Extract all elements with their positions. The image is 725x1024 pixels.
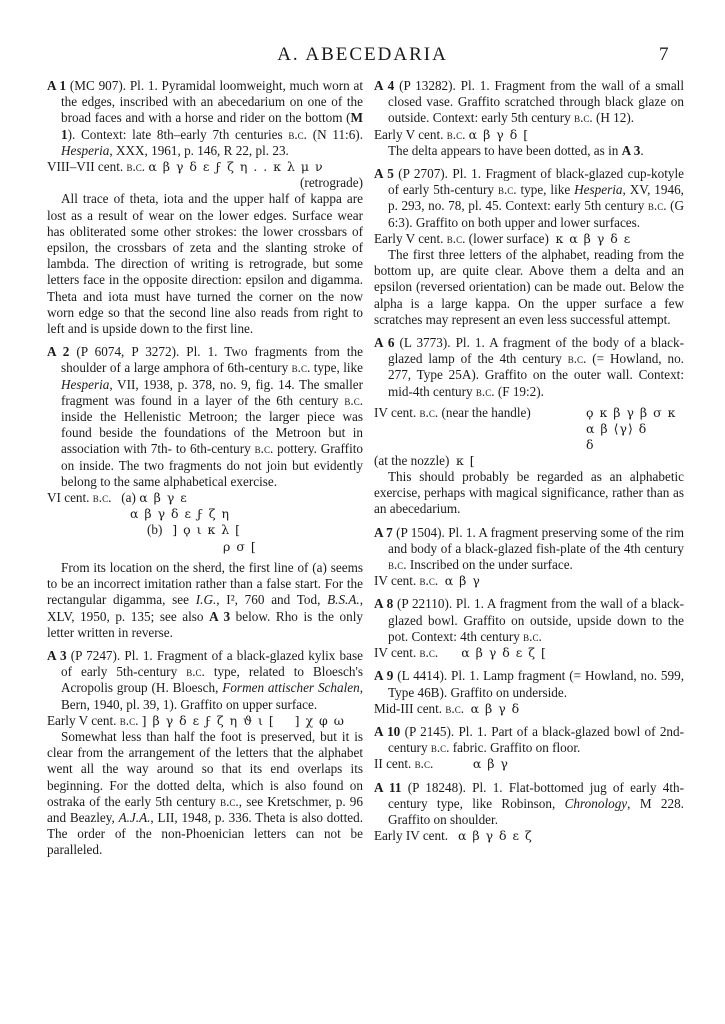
- entry-a3: [47, 648, 363, 859]
- retrograde-note: (retrograde): [300, 175, 363, 191]
- entry-id: A 3: [47, 647, 67, 663]
- inscription-line: Mid-III cent. b.c. α β γ δ: [374, 700, 521, 716]
- inscription-line: Early V cent. b.c. α β γ δ [: [374, 126, 530, 142]
- greek-text: δ: [586, 436, 595, 452]
- inscription-line: Early IV cent. α β γ δ ε ζ: [374, 828, 533, 844]
- inscription-line: [47, 539, 363, 555]
- inscription-line: VIII–VII cent. b.c. α β γ δ ε ϝ ζ η . . κ λ μ ν: [47, 159, 324, 175]
- entry-id: A 5: [374, 166, 394, 182]
- greek-text: α β γ δ ε ζ: [457, 828, 533, 844]
- inscription-line: (b) ] ϙ ι κ λ [: [147, 522, 242, 538]
- greek-text: ] β γ δ ε ϝ ζ η ϑ ι [ ] χ φ ω: [141, 712, 345, 728]
- entry-head: A 7 (P 1504). Pl. 1. A fragment preserving some of the rim and body of a black-glazed fish-plate of the 4th century b.c. Inscribed on the under surface.: [374, 524, 685, 573]
- right-column: [374, 78, 684, 851]
- greek-text: α β γ δ ε ϝ ζ η . . κ λ μ ν: [148, 159, 324, 175]
- entry-a1: [47, 78, 363, 337]
- entry-head: A 3 (P 7247). Pl. 1. Fragment of a black-glazed kylix base of early 5th-century b.c. type, related to Bloesch's Acropolis group (H. Bloesch, Formen attischer Schalen, Bern, 1940, pl. 39, 1). Graffito on upper surface.: [47, 647, 363, 712]
- entry-a4: [374, 78, 684, 159]
- inscription-line: IV cent. b.c. α β γ δ ε ζ [: [374, 645, 547, 661]
- inscription-block: IV cent. b.c. (near the handle) ϙ κ β γ β σ κ α β ⟨γ⟩ δ δ: [374, 404, 677, 452]
- entry-a5: [374, 166, 684, 328]
- entry-head: A 6 (L 3773). Pl. 1. A fragment of the body of a black-glazed lamp of the 4th century b.c. (= Howland, no. 277, Type 25A). Graffito on the outer wall. Context: mid-4th century b.c. (F 19:2).: [374, 335, 685, 399]
- commentary: All trace of theta, iota and the upper half of kappa are lost as a result of wear on the lower edges. Surface wear has obliterated some other strokes: the lower crossbars of epsilon, the crossbars of zeta and the slanting stroke of lambda. The direction of writing is retrograde, but some letters face in the opposite direction: epsilon and digamma. Theta and iota must have turned the corner on the now worn edge so that the second line also reads from right to left and is upside down to the first line.: [47, 191, 363, 337]
- inscription-line: (at the nozzle) κ [: [374, 452, 476, 468]
- inscription-line: [47, 506, 363, 522]
- entry-id: A 11: [374, 779, 402, 795]
- inscription-line: IV cent. b.c. α β γ: [374, 573, 481, 589]
- greek-text: α β γ δ ε ζ [: [461, 645, 547, 661]
- greek-text: κ α β γ δ ε: [555, 230, 632, 246]
- commentary: The first three letters of the alphabet, reading from the bottom up, are quite clear. Above them a delta and an epsilon (reversed orientation) can be made out. Below the alpha is a large kappa. On the upper surface a few scratches may represent an even less successful attempt.: [374, 247, 684, 327]
- page-number: 7: [659, 44, 669, 65]
- entry-id: A 4: [374, 78, 395, 93]
- inscription-line: VI cent. b.c. (a) α β γ ε: [47, 490, 188, 506]
- entry-id: A 6: [374, 335, 395, 351]
- entry-a8: [374, 596, 684, 661]
- entry-head: A 9 (L 4414). Pl. 1. Lamp fragment (= Howland, no. 599, Type 46B). Graffito on underside.: [374, 668, 685, 700]
- greek-text: ρ σ [: [223, 538, 257, 554]
- entry-a7: [374, 525, 684, 590]
- entry-head: A 5 (P 2707). Pl. 1. Fragment of black-glazed cup-kotyle of early 5th-century b.c. type, like Hesperia, XV, 1946, p. 293, no. 78, pl. 45. Context: early 5th century b.c. (G 6:3). Graffito on both upper and lower surfaces.: [374, 166, 684, 230]
- inscription-line: Early V cent. b.c. ] β γ δ ε ϝ ζ η ϑ ι [ ] χ φ ω: [47, 712, 345, 728]
- entry-a2: [47, 344, 363, 641]
- entry-id: A 7: [374, 524, 393, 540]
- commentary: Somewhat less than half the foot is preserved, but it is clear from the arrangement of the letters that the alphabet went all the way around so that its end overlaps its beginning. For the dotted delta, which is also found on ostraka of the early 5th century b.c., see Kretschmer, p. 96 and Beazley, A.J.A., LII, 1948, p. 336. Theta is also dotted. The order of the non-Phoenician letters can not be paralleled.: [47, 728, 363, 858]
- entry-head: A 2 (P 6074, P 3272). Pl. 1. Two fragments from the shoulder of a large amphora of 6th-century b.c. type, like Hesperia, VII, 1938, p. 378, no. 9, fig. 14. The smaller fragment was found in a layer of the 6th century b.c. inside the Hellenistic Metroon; the larger piece was found beside the foundations of the Metroon but in association with 7th- to 6th-century b.c. pottery. Graffito on inside. The two fragments do not join but evidently belong to the same alphabetical exercise.: [47, 344, 364, 489]
- greek-text: ϙ κ β γ β σ κ: [586, 404, 677, 420]
- entry-id: A 9: [374, 668, 394, 684]
- greek-text: α β ⟨γ⟩ δ: [586, 420, 648, 436]
- greek-text: α β γ: [444, 573, 481, 589]
- greek-text: α β γ ε: [139, 490, 188, 506]
- commentary: This should probably be regarded as an alphabetic exercise, perhaps with magical significance, rather than as an abecedarium.: [374, 469, 684, 517]
- greek-text: α β γ δ [: [468, 126, 530, 142]
- entry-id: A 2: [47, 344, 70, 360]
- entry-a9: [374, 668, 684, 717]
- running-title: A. ABECEDARIA: [277, 44, 448, 65]
- entry-id: A 1: [47, 78, 67, 93]
- greek-text: κ [: [456, 452, 476, 468]
- entry-id: A 10: [374, 723, 401, 739]
- entry-a6: [374, 335, 684, 518]
- entry-head: A 8 (P 22110). Pl. 1. A fragment from the wall of a black-glazed bowl. Graffito on outside, upside down to the pot. Context: 4th century b.c.: [374, 596, 684, 644]
- greek-text: α β γ: [472, 756, 509, 772]
- greek-text: α β γ δ ε ϝ ζ η: [130, 506, 231, 522]
- greek-text: α β γ δ: [470, 700, 521, 716]
- entry-head: A 11 (P 18248). Pl. 1. Flat-bottomed jug of early 4th-century type, like Robinson, Chronology, M 228. Graffito on shoulder.: [374, 779, 684, 827]
- entry-head: A 1 (MC 907). Pl. 1. Pyramidal loomweight, much worn at the edges, inscribed with an abecedarium on one of the broad faces and with a horse and rider on the bottom (M 1). Context: late 8th–early 7th centuries b.c. (N 11:6). Hesperia, XXX, 1961, p. 146, R 22, pl. 23.: [47, 78, 364, 158]
- left-column: [47, 78, 363, 866]
- commentary: The delta appears to have been dotted, as in A 3.: [388, 142, 644, 158]
- commentary: From its location on the sherd, the first line of (a) seems to be an incorrect imitation rather than a false start. For the rectangular digamma, see I.G., I², 760 and Tod, B.S.A., XLV, 1950, p. 135; see also A 3 below. Rho is the only letter written in reverse.: [47, 559, 364, 640]
- page-header: [0, 44, 725, 68]
- inscription-line: II cent. b.c. α β γ: [374, 756, 509, 772]
- entry-head: A 4 (P 13282). Pl. 1. Fragment from the wall of a small closed vase. Graffito scratched through black glaze on outside. Context: early 5th century b.c. (H 12).: [374, 78, 684, 126]
- entry-id: A 8: [374, 596, 394, 612]
- inscription-line: Early V cent. b.c. (lower surface) κ α β γ δ ε: [374, 230, 632, 246]
- greek-text: ] ϙ ι κ λ [: [172, 522, 242, 538]
- entry-a10: [374, 724, 684, 773]
- entry-head: A 10 (P 2145). Pl. 1. Part of a black-glazed bowl of 2nd-century b.c. fabric. Graffito on floor.: [374, 723, 684, 756]
- entry-a11: [374, 780, 684, 845]
